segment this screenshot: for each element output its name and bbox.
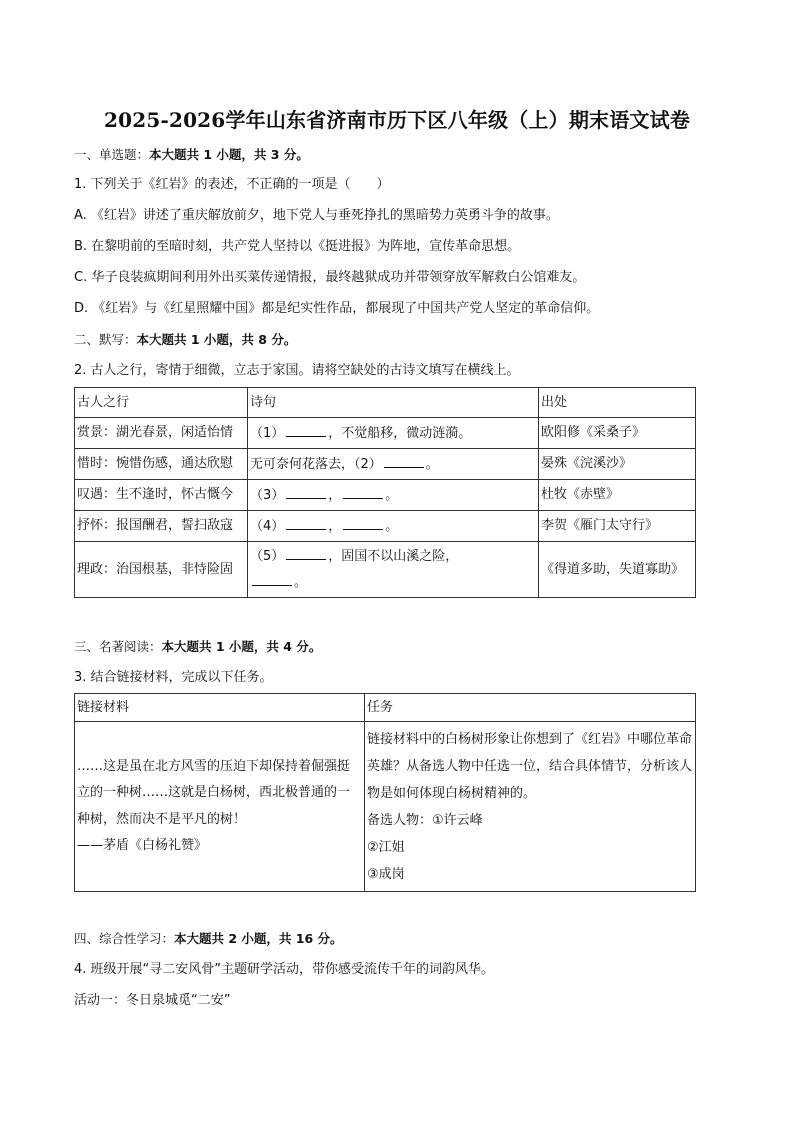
poem-text: 。 [385, 518, 399, 534]
answer-blank[interactable] [343, 517, 383, 530]
source-cell: 李贺《雁门太守行》 [539, 511, 696, 542]
section-label: 四、综合性学习： [74, 931, 175, 946]
material-cell [75, 722, 365, 892]
poem-text: （4） [250, 518, 285, 534]
poem-text: ，固国不以山溪之险， [328, 548, 459, 564]
reading-task-table [74, 693, 696, 892]
q1-stem: 1. 下列关于《红岩》的表述，不正确的一项是（ ） [74, 177, 390, 192]
q1-option-a: A. 《红岩》讲述了重庆解放前夕，地下党人与垂死挣扎的黑暗势力英勇斗争的故事。 [74, 208, 559, 223]
source-cell: 欧阳修《采桑子》 [539, 418, 696, 449]
table-header-row [75, 694, 696, 722]
section-desc: 本大题共 2 小题，共 16 分。 [174, 931, 343, 946]
header-cell: 任务 [365, 694, 696, 722]
candidate-item: ①许云峰 [432, 812, 483, 828]
source-cell: 晏殊《浣溪沙》 [539, 449, 696, 480]
poem-cell [248, 542, 539, 598]
candidates-label: 备选人物： [367, 812, 433, 828]
q3-stem: 3. 结合链接材料，完成以下任务。 [74, 670, 273, 685]
source-cell: 杜牧《赤壁》 [539, 480, 696, 511]
answer-blank[interactable] [252, 573, 292, 586]
theme-cell: 抒怀：报国酬君，誓扫敌寇 [75, 511, 248, 542]
poem-cell [248, 480, 539, 511]
poem-text: （1） [250, 425, 285, 441]
header-cell: 古人之行 [75, 388, 248, 418]
poem-text: ， [328, 487, 342, 503]
poem-text: 。 [425, 456, 439, 472]
section-label: 一、单选题： [74, 147, 150, 162]
task-text: 链接材料中的白杨树形象让你想到了《红岩》中哪位革命英雄？从备选人物中任选一位，结合具体情节，分析该人物是如何体现白杨树精神的。 [367, 731, 693, 801]
table-row [75, 511, 696, 542]
material-text: ……这是虽在北方风雪的压迫下却保持着倔强挺立的一种树……这就是白杨树，西北极普通的一种树，然而决不是平凡的树！ [77, 758, 351, 827]
poem-text: 。 [385, 487, 399, 503]
table-row [75, 722, 696, 892]
q2-stem: 2. 古人之行，寄情于细微，立志于家国。请将空缺处的古诗文填写在横线上。 [74, 363, 520, 378]
poem-text: ，不觉船移，微动涟漪。 [328, 425, 472, 441]
poem-fill-table [74, 387, 696, 598]
table-row [75, 542, 696, 598]
candidate-item: ③成岗 [367, 866, 405, 882]
section-1-header [74, 146, 309, 164]
section-2-header [74, 331, 296, 349]
poem-text: ， [328, 518, 342, 534]
answer-blank[interactable] [286, 517, 326, 530]
section-desc: 本大题共 1 小题，共 3 分。 [149, 147, 309, 162]
header-cell: 链接材料 [75, 694, 365, 722]
table-row [75, 418, 696, 449]
answer-blank[interactable] [286, 424, 326, 437]
poem-text: 。 [294, 574, 308, 590]
task-cell [365, 722, 696, 892]
source-cell: 《得道多助，失道寡助》 [539, 542, 696, 598]
theme-cell: 赏景：湖光春景，闲适怡情 [75, 418, 248, 449]
poem-cell [248, 449, 539, 480]
poem-text: 无可奈何花落去，（2） [250, 456, 382, 472]
poem-text: （5） [250, 548, 285, 564]
q1-option-d: D. 《红岩》与《红星照耀中国》都是纪实性作品，都展现了中国共产党人坚定的革命信仰。 [74, 301, 600, 316]
answer-blank[interactable] [343, 486, 383, 499]
theme-cell: 惜时：惋惜伤感，通达欣慰 [75, 449, 248, 480]
theme-cell: 理政：治国根基，非恃险固 [75, 542, 248, 598]
header-cell: 出处 [539, 388, 696, 418]
table-header-row [75, 388, 696, 418]
header-cell: 诗句 [248, 388, 539, 418]
exam-title: 2025-2026学年山东省济南市历下区八年级（上）期末语文试卷 [103, 108, 691, 132]
poem-cell [248, 418, 539, 449]
q1-option-b: B. 在黎明前的至暗时刻，共产党人坚持以《挺进报》为阵地，宣传革命思想。 [74, 239, 521, 254]
q4-stem: 4. 班级开展“寻二安风骨”主题研学活动，带你感受流传千年的词韵风华。 [74, 962, 495, 977]
q1-option-c: C. 华子良装疯期间利用外出买菜传递情报，最终越狱成功并带领穿放军解救白公馆难友。 [74, 270, 586, 285]
answer-blank[interactable] [384, 455, 424, 468]
section-4-header [74, 930, 343, 948]
table-row [75, 480, 696, 511]
theme-cell: 叹遇：生不逢时，怀古慨今 [75, 480, 248, 511]
section-desc: 本大题共 1 小题，共 8 分。 [136, 332, 297, 347]
q4-activity: 活动一：冬日泉城觅“二安” [74, 993, 231, 1008]
section-3-header [74, 638, 321, 656]
poem-cell [248, 511, 539, 542]
answer-blank[interactable] [286, 486, 326, 499]
section-label: 三、名著阅读： [74, 639, 162, 654]
table-row [75, 449, 696, 480]
section-desc: 本大题共 1 小题，共 4 分。 [161, 639, 322, 654]
candidate-item: ②江姐 [367, 839, 405, 855]
section-label: 二、默写： [74, 332, 137, 347]
answer-blank[interactable] [286, 547, 326, 560]
poem-text: （3） [250, 487, 285, 503]
material-source: ——茅盾《白杨礼赞》 [77, 838, 208, 853]
